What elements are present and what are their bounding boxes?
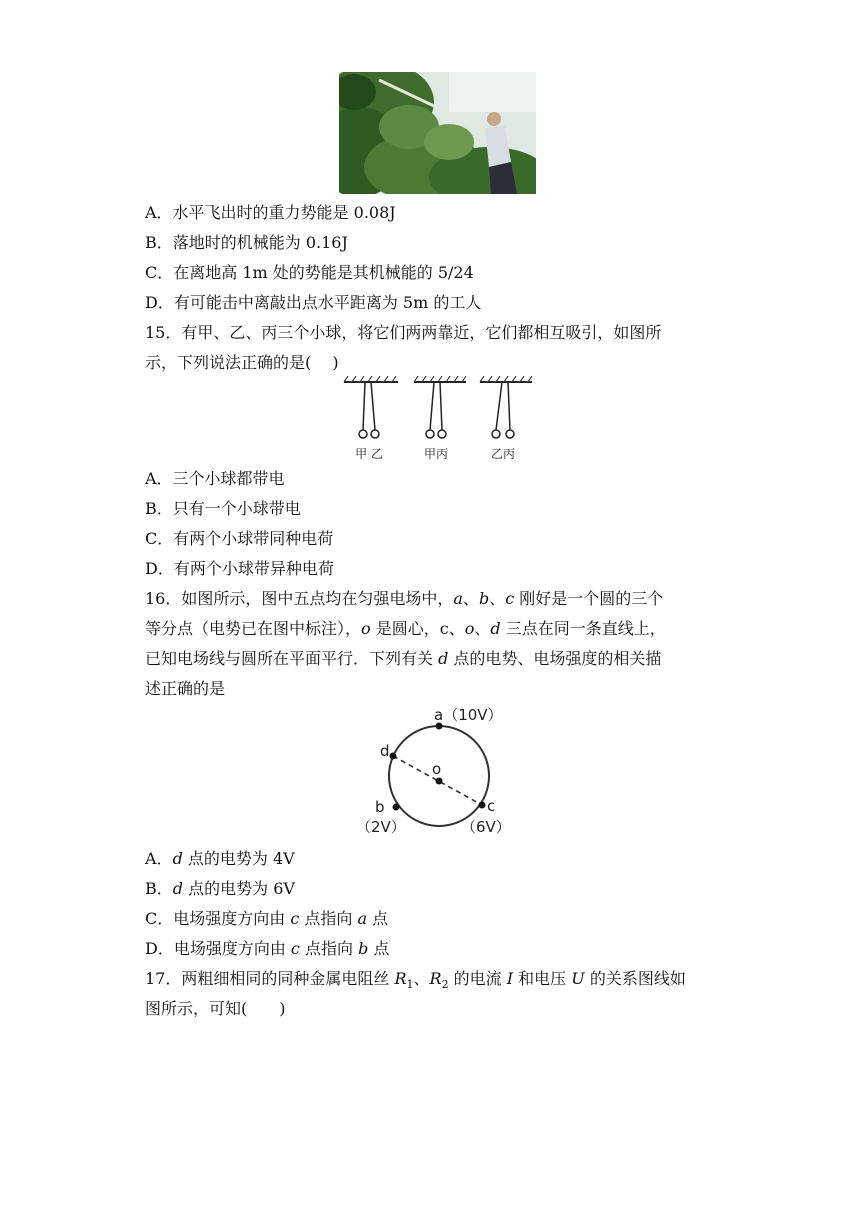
q15-option-d: D．有两个小球带异种电荷 bbox=[145, 559, 334, 578]
var-c: c bbox=[290, 939, 300, 958]
q14-option-a: A．水平飞出时的重力势能是 0.08J bbox=[145, 203, 396, 222]
q16-text: D．电场强度方向由 bbox=[145, 939, 291, 958]
var-c: c bbox=[290, 909, 300, 928]
hanging-balls-figure bbox=[340, 376, 540, 466]
label-b: b bbox=[375, 798, 385, 816]
q16-text: 、 bbox=[474, 619, 491, 638]
q14-option-b: B．落地时的机械能为 0.16J bbox=[145, 233, 348, 252]
q15-stem-line1: 15．有甲、乙、丙三个小球，将它们两两靠近，它们都相互吸引，如图所 bbox=[145, 323, 662, 342]
q14-option-d: D．有可能击中离敲出点水平距离为 5m 的工人 bbox=[145, 293, 482, 312]
var-r: R bbox=[394, 969, 407, 988]
label-o: o bbox=[432, 760, 442, 778]
var-c: c bbox=[505, 589, 515, 608]
q16-text: A． bbox=[145, 849, 173, 868]
var-o: o bbox=[361, 619, 371, 638]
var-i: I bbox=[506, 969, 514, 988]
q17-stem-line2: 图所示，可知( ) bbox=[145, 999, 286, 1018]
q16-stem-line2 bbox=[145, 614, 735, 644]
q15-option-c: C．有两个小球带同种电荷 bbox=[145, 529, 334, 548]
q16-stem-line1 bbox=[145, 584, 735, 614]
subscript: 1 bbox=[406, 978, 414, 992]
pair-2-label: 甲丙 bbox=[423, 447, 449, 461]
q16-option-c bbox=[145, 904, 735, 934]
var-b: b bbox=[358, 939, 369, 958]
q16-text: 16．如图所示，图中五点均在匀强电场中， bbox=[145, 589, 454, 608]
q16-text: 已知电场线与圆所在平面平行．下列有关 bbox=[145, 649, 439, 668]
pair-1-label: 甲 乙 bbox=[355, 447, 383, 461]
q16-stem-line4: 述正确的是 bbox=[145, 679, 226, 698]
tree-worker-photo bbox=[339, 72, 536, 194]
q17-text: 的关系图线如 bbox=[584, 969, 686, 988]
ball-pair-3 bbox=[480, 376, 532, 438]
q17-text: 17．两粗细相同的同种金属电阻丝 bbox=[145, 969, 395, 988]
label-c-value: （6V） bbox=[461, 818, 511, 836]
label-a: a（10V） bbox=[434, 706, 503, 724]
ball-pair-1 bbox=[344, 376, 398, 438]
pair-3-label: 乙丙 bbox=[490, 447, 516, 461]
q16-stem-line3 bbox=[145, 644, 735, 674]
label-b-value: （2V） bbox=[356, 818, 406, 836]
ball-pair-2 bbox=[414, 376, 466, 438]
q16-text: 点指向 bbox=[299, 909, 358, 928]
var-a: a bbox=[357, 909, 368, 928]
q16-text: C．电场强度方向由 bbox=[145, 909, 291, 928]
q15-option-a: A．三个小球都带电 bbox=[145, 469, 285, 488]
q16-text: 点指向 bbox=[299, 939, 359, 958]
q15-option-b: B．只有一个小球带电 bbox=[145, 499, 301, 518]
var-o: o bbox=[464, 619, 475, 638]
q16-text: 等分点（电势已在图中标注）， bbox=[145, 619, 362, 638]
q16-text: 刚好是一个圆的三个 bbox=[514, 589, 664, 608]
label-c: c bbox=[487, 797, 496, 815]
point-b bbox=[393, 804, 400, 811]
q16-text: 三点在同一条直线上， bbox=[500, 619, 666, 638]
q17-text: 的电流 bbox=[448, 969, 507, 988]
var-d: d bbox=[172, 879, 184, 898]
var-d: d bbox=[438, 649, 449, 668]
q17-text: 、 bbox=[413, 969, 430, 988]
q16-text: 点的电势为 6V bbox=[183, 879, 295, 898]
q16-option-d bbox=[145, 934, 735, 964]
q14-option-c: C．在离地高 1m 处的势能是其机械能的 5/24 bbox=[145, 263, 474, 282]
var-r: R bbox=[429, 969, 442, 988]
q16-text: 、 bbox=[462, 589, 479, 608]
label-d: d bbox=[380, 742, 390, 760]
var-a: a bbox=[453, 589, 463, 608]
point-o bbox=[436, 778, 443, 785]
q16-text: 点的电势、电场强度的相关描 bbox=[448, 649, 662, 668]
point-d bbox=[390, 753, 397, 760]
q16-text: 是圆心，c、 bbox=[370, 619, 465, 638]
point-c bbox=[479, 802, 486, 809]
q16-option-b bbox=[145, 874, 735, 904]
subscript: 2 bbox=[441, 978, 449, 992]
q16-text: 点 bbox=[368, 939, 390, 958]
var-b: b bbox=[478, 589, 490, 608]
q16-text: 点 bbox=[367, 909, 389, 928]
var-d: d bbox=[490, 619, 501, 638]
q15-stem-line2: 示，下列说法正确的是( ) bbox=[145, 353, 339, 372]
circle-field-figure bbox=[350, 704, 530, 840]
q16-text: 、 bbox=[489, 589, 506, 608]
q16-text: 点的电势为 4V bbox=[182, 849, 295, 868]
q16-option-a bbox=[145, 844, 735, 874]
q17-text: 和电压 bbox=[513, 969, 572, 988]
var-d: d bbox=[172, 849, 183, 868]
q16-text: B． bbox=[145, 879, 173, 898]
var-u: U bbox=[571, 969, 585, 988]
